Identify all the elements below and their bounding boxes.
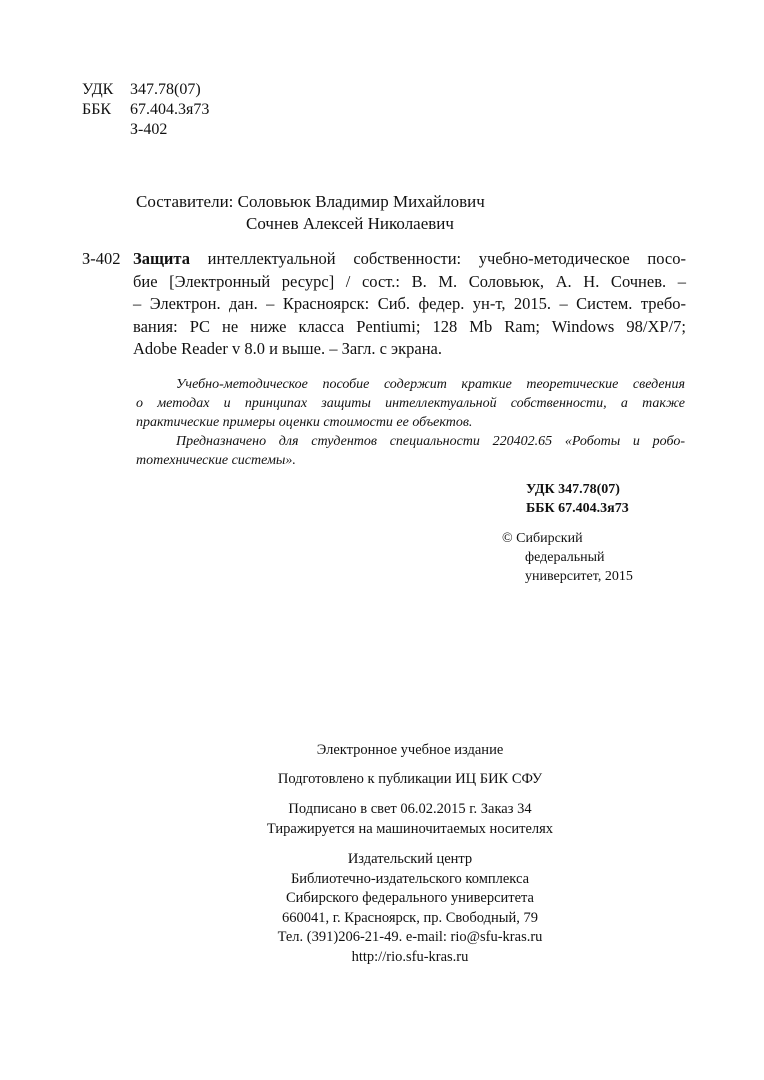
copyright-line-1: © Сибирский: [502, 531, 583, 546]
replication-line: Тиражируется на машиночитаемых носителях: [266, 820, 554, 837]
bibliography-line-1: Защита интеллектуальной собственности: учебно-методическое посо-: [133, 249, 686, 268]
annotation-line-1: Учебно-методическое пособие содержит краткие теоретические сведения: [176, 377, 685, 392]
compilers-line-1: Составители: Соловьюк Владимир Михайлович: [136, 192, 485, 211]
publisher-line-1: Издательский центр: [347, 851, 473, 867]
publisher-line-3: Сибирского федерального университета: [286, 890, 534, 906]
annotation-line-5: тотехнические системы».: [136, 453, 296, 468]
author-mark-row: [82, 120, 209, 140]
author-mark: З-402: [130, 121, 168, 138]
classification-block: [82, 80, 209, 140]
edition-type: Электронное учебное издание: [316, 742, 504, 758]
annotation-line-3: практические примеры оценки стоимости ее объектов.: [136, 415, 473, 430]
publisher-line-2: Библиотечно-издательского комплекса: [290, 870, 530, 887]
bbk-value: 67.404.3я73: [130, 101, 210, 118]
annotation-line-2: о методах и принципах защиты интеллектуальной собственности, а также: [136, 396, 685, 411]
prepared-for-publication: Подготовлено к публикации ИЦ БИК СФУ: [277, 771, 543, 787]
right-bbk: ББК 67.404.3я73: [526, 501, 629, 516]
copyright-line-2: федеральный: [525, 550, 605, 565]
compilers-line-2: Сочнев Алексей Николаевич: [246, 214, 454, 233]
right-classification: [526, 480, 629, 518]
bibliography-code: З-402: [82, 249, 121, 268]
bbk-label: ББК: [82, 101, 112, 118]
annotation: [136, 375, 685, 470]
bibliographic-record: [133, 248, 686, 361]
udk-label: УДК: [82, 81, 114, 98]
signed-line: Подписано в свет 06.02.2015 г. Заказ 34: [288, 801, 532, 817]
bibliography-line-5: Adobe Reader v 8.0 и выше. – Загл. с экрана.: [133, 339, 442, 358]
annotation-line-4: Предназначено для студентов специальности 220402.65 «Роботы и робо-: [176, 434, 685, 449]
bibliography-line-3: – Электрон. дан. – Красноярск: Сиб. федер. ун-т, 2015. – Систем. требо-: [133, 294, 686, 313]
copyright-block: [502, 529, 633, 586]
signed-to-publish: [0, 800, 764, 839]
publisher-info: [0, 850, 764, 967]
publisher-address: 660041, г. Красноярск, пр. Свободный, 79: [281, 909, 538, 926]
bbk-row: [82, 100, 209, 120]
bibliography-title: Защита: [133, 249, 190, 268]
copyright-line-3: университет, 2015: [525, 569, 633, 584]
right-udk: УДК 347.78(07): [526, 482, 620, 497]
publisher-website: http://rio.sfu-kras.ru: [351, 948, 469, 965]
udk-row: [82, 80, 209, 100]
bibliography-line-4: вания: PC не ниже класса Pentiumi; 128 Mb Ram; Windows 98/XP/7;: [133, 316, 686, 336]
bibliography-line-2: бие [Электронный ресурс] / сост.: В. М. Соловьюк, А. Н. Сочнев. –: [133, 271, 686, 291]
udk-value: 347.78(07): [130, 81, 201, 98]
publisher-contacts: Тел. (391)206-21-49. e-mail: rio@sfu-kras.ru: [277, 929, 543, 945]
